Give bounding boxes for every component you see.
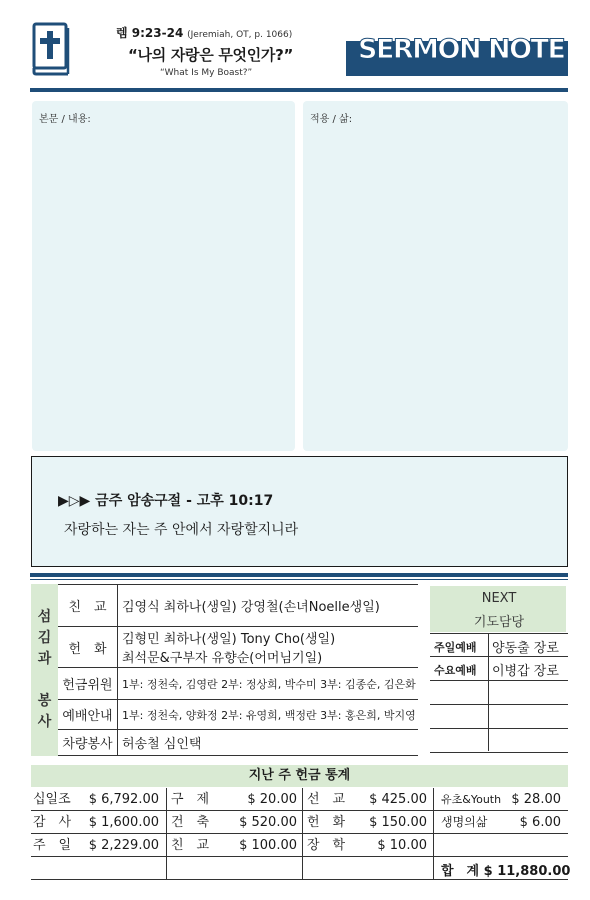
offering-value: $ 150.00 [369, 815, 427, 830]
header-rule [30, 88, 568, 92]
side-char: 사 [37, 714, 52, 730]
service-names [122, 700, 416, 729]
service-row [58, 730, 418, 756]
next-prayer-divider [488, 633, 489, 751]
service-names-line: 1부: 정천숙, 김영란 2부: 정상희, 박수미 3부: 김종순, 김은화 [122, 677, 416, 691]
offering-value: $ 2,229.00 [88, 838, 159, 853]
next-prayer-name: 양동출 장로 [492, 641, 559, 656]
service-row [58, 668, 418, 700]
next-prayer-name: 이병갑 장로 [492, 664, 559, 679]
offering-label: 건 축 [171, 815, 210, 830]
sermon-title-english: “What Is My Boast?” [160, 68, 253, 78]
bible-icon [30, 22, 72, 76]
offering-col-divider [166, 788, 167, 880]
offering-col-divider [433, 788, 434, 880]
offering-label: 유초&Youth [441, 793, 502, 806]
notes-content-panel[interactable] [32, 101, 295, 451]
offering-value: $ 10.00 [377, 838, 427, 853]
section-rule [30, 573, 568, 577]
service-category: 차량봉사 [58, 730, 118, 755]
side-char: 섬 [37, 609, 52, 625]
sermon-note-badge: SERMON NOTE [358, 34, 565, 65]
offering-label: 십일조 [33, 792, 71, 807]
offering-label: 구 제 [171, 792, 210, 807]
service-category: 헌 화 [58, 627, 118, 667]
service-row [58, 700, 418, 730]
sermon-title-korean: “나의 자랑은 무엇인가?” [128, 46, 294, 64]
offering-label: 감 사 [33, 815, 72, 830]
offering-value: $ 425.00 [369, 792, 427, 807]
service-row [58, 585, 418, 627]
section-rule-thin [30, 579, 568, 580]
next-prayer-subtitle: 기도담당 [473, 615, 525, 630]
memory-verse-heading: ▶▷▶ 금주 암송구절 - 고후 10:17 [58, 493, 274, 509]
service-category: 친 교 [58, 585, 118, 626]
next-prayer-row [430, 633, 568, 657]
service-names-line: 1부: 정천숙, 양화정 2부: 유영희, 백정란 3부: 홍은희, 박지영 [122, 708, 416, 722]
offering-label: 헌 화 [307, 815, 346, 830]
service-names [122, 668, 416, 699]
offering-value: $ 6,792.00 [88, 792, 159, 807]
offering-value: $ 28.00 [511, 792, 561, 807]
service-names-line: 김영식 최하나(생일) 강영철(손녀Noelle생일) [122, 600, 380, 615]
side-char: 김 [37, 630, 52, 646]
service-side-label [31, 584, 58, 756]
offering-total: 합 계 $ 11,880.00 [441, 864, 571, 879]
offering-value: $ 6.00 [519, 815, 561, 830]
side-char: 봉 [37, 693, 52, 709]
service-names [122, 585, 380, 626]
offering-row [31, 811, 568, 834]
next-prayer-label: 수요예배 [434, 664, 477, 677]
offering-col-divider [302, 788, 303, 880]
service-names-line: 허송철 심인택 [122, 737, 202, 752]
notes-content-label: 본문 / 내용: [39, 114, 91, 125]
service-names-line: 김형민 최하나(생일) Tony Cho(생일) [122, 632, 336, 647]
next-prayer-empty-row [430, 681, 568, 705]
offering-label: 선 교 [307, 792, 346, 807]
next-prayer-row [430, 657, 568, 681]
next-prayer-title: NEXT [481, 591, 517, 606]
offering-row [31, 788, 568, 811]
side-char: 과 [37, 651, 52, 667]
reference-main: 렘 9:23-24 [116, 26, 184, 40]
notes-application-label: 적용 / 삶: [310, 114, 353, 125]
offering-value: $ 20.00 [247, 792, 297, 807]
scripture-reference [116, 24, 292, 41]
service-names [122, 627, 335, 667]
next-prayer-header [430, 586, 568, 632]
memory-verse-box [31, 456, 568, 567]
offering-value: $ 1,600.00 [88, 815, 159, 830]
service-category: 예배안내 [58, 700, 118, 729]
offering-row [31, 834, 568, 857]
service-names [122, 730, 201, 755]
service-row [58, 627, 418, 668]
offering-value: $ 100.00 [239, 838, 297, 853]
next-prayer-label: 주일예배 [434, 641, 477, 654]
offering-stats-title: 지난 주 헌금 통계 [31, 765, 568, 787]
offering-label: 생명의삶 [441, 815, 488, 829]
service-category: 헌금위원 [58, 668, 118, 699]
memory-verse-text: 자랑하는 자는 주 안에서 자랑할지니라 [64, 522, 299, 538]
offering-label: 장 학 [307, 838, 346, 853]
service-names-line: 최석문&구부자 유향순(어머님기일) [122, 651, 323, 666]
next-prayer-empty-row [430, 705, 568, 729]
offering-label: 친 교 [171, 838, 210, 853]
offering-value: $ 520.00 [239, 815, 297, 830]
next-prayer-empty-row [430, 729, 568, 753]
reference-detail: (Jeremiah, OT, p. 1066) [187, 30, 293, 40]
offering-label: 주 일 [33, 838, 72, 853]
notes-application-panel[interactable] [303, 101, 568, 451]
